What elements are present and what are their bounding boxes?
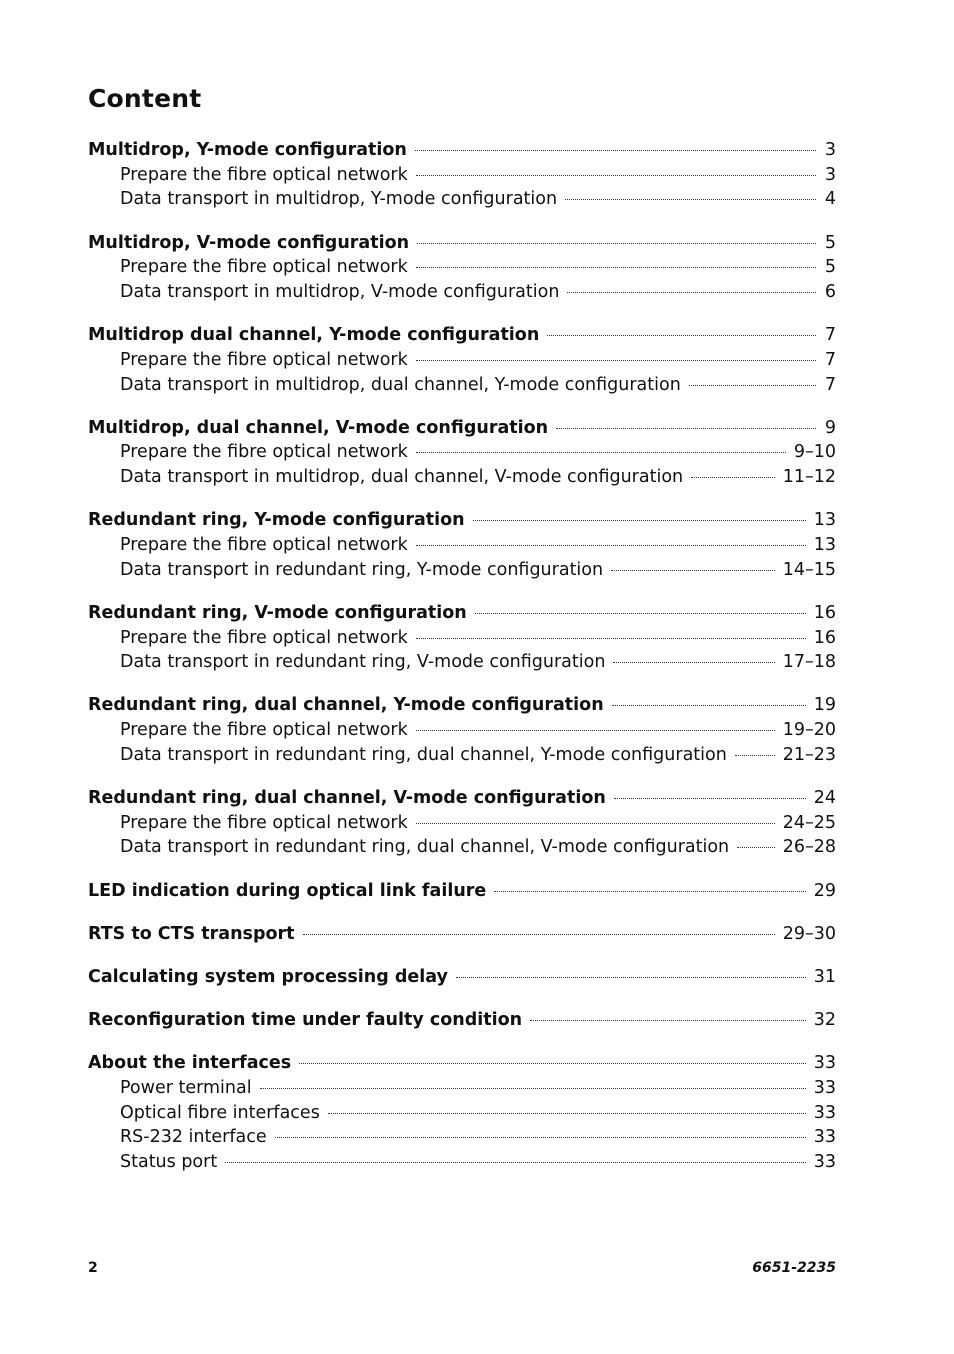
toc-section	[88, 1008, 836, 1033]
toc-section-heading-page-number: 7	[824, 325, 836, 346]
dot-leader	[547, 335, 816, 336]
toc-entry-label: Power terminal	[120, 1077, 252, 1098]
dot-leader	[416, 730, 775, 731]
toc-section	[88, 786, 836, 860]
dot-leader	[416, 545, 806, 546]
toc-section-heading[interactable]	[88, 323, 836, 348]
toc-entry[interactable]	[88, 626, 836, 651]
toc-section-heading-page-number: 16	[813, 602, 836, 623]
toc-section-heading[interactable]	[88, 138, 836, 163]
toc-section	[88, 879, 836, 904]
toc-section-heading[interactable]	[88, 922, 836, 947]
toc-section-heading-page-number: 5	[824, 232, 836, 253]
toc-section	[88, 601, 836, 675]
dot-leader	[691, 477, 775, 478]
toc-entry-page-number: 19–20	[782, 720, 836, 741]
toc-section-heading-page-number: 13	[813, 510, 836, 531]
dot-leader	[416, 823, 775, 824]
toc-entry[interactable]	[88, 255, 836, 280]
toc-entry-label: RS-232 interface	[120, 1127, 267, 1148]
dot-leader	[556, 428, 816, 429]
dot-leader	[299, 1063, 806, 1064]
toc-entry-label: Data transport in multidrop, dual channel, Y-mode configuration	[120, 374, 681, 395]
dot-leader	[303, 934, 775, 935]
dot-leader	[473, 520, 806, 521]
toc-entry[interactable]	[88, 533, 836, 558]
toc-entry-label: Prepare the fibre optical network	[120, 349, 408, 370]
dot-leader	[611, 570, 775, 571]
toc-entry[interactable]	[88, 1076, 836, 1101]
toc-entry-label: Data transport in multidrop, V-mode configuration	[120, 281, 560, 302]
toc-entry-page-number: 5	[824, 257, 836, 278]
dot-leader	[328, 1113, 806, 1114]
toc-section	[88, 323, 836, 397]
toc-section-heading-page-number: 29	[813, 880, 836, 901]
toc-entry-page-number: 26–28	[782, 837, 836, 858]
toc-entry-page-number: 9–10	[793, 442, 836, 463]
dot-leader	[416, 360, 816, 361]
toc-section	[88, 922, 836, 947]
toc-entry-label: Prepare the fibre optical network	[120, 164, 408, 185]
toc-section-heading[interactable]	[88, 786, 836, 811]
dot-leader	[567, 292, 816, 293]
toc-section-heading-page-number: 33	[813, 1053, 836, 1074]
toc-entry[interactable]	[88, 348, 836, 373]
toc-entry[interactable]	[88, 187, 836, 212]
toc-entry[interactable]	[88, 743, 836, 768]
toc-section-heading-label: Multidrop, dual channel, V-mode configuration	[88, 417, 549, 438]
toc-entry-label: Data transport in redundant ring, Y-mode configuration	[120, 559, 604, 580]
toc-section-heading[interactable]	[88, 231, 836, 256]
footer-page-number: 2	[88, 1260, 98, 1276]
toc-entry-label: Prepare the fibre optical network	[120, 257, 408, 278]
dot-leader	[260, 1088, 806, 1089]
toc-entry-label: Prepare the fibre optical network	[120, 627, 408, 648]
toc-entry-label: Data transport in redundant ring, dual channel, V-mode configuration	[120, 837, 730, 858]
toc-section-heading[interactable]	[88, 601, 836, 626]
toc-entry-label: Data transport in redundant ring, dual channel, Y-mode configuration	[120, 744, 727, 765]
toc-entry-page-number: 6	[824, 281, 836, 302]
toc-section-heading[interactable]	[88, 416, 836, 441]
dot-leader	[456, 977, 806, 978]
dot-leader	[737, 847, 775, 848]
toc-entry-page-number: 13	[813, 534, 836, 555]
toc-section-heading-page-number: 31	[813, 966, 836, 987]
toc-entry-label: Optical fibre interfaces	[120, 1102, 320, 1123]
toc-entry[interactable]	[88, 718, 836, 743]
dot-leader	[612, 705, 806, 706]
toc-section-heading-label: Redundant ring, dual channel, V-mode configuration	[88, 787, 606, 808]
dot-leader	[614, 798, 806, 799]
toc-section-heading[interactable]	[88, 879, 836, 904]
dot-leader	[415, 150, 816, 151]
toc-section-heading[interactable]	[88, 965, 836, 990]
toc-entry[interactable]	[88, 280, 836, 305]
toc-section-heading[interactable]	[88, 693, 836, 718]
toc-entry[interactable]	[88, 1101, 836, 1126]
toc-section	[88, 693, 836, 767]
toc-entry-page-number: 16	[813, 627, 836, 648]
toc-section-heading-label: Multidrop, V-mode configuration	[88, 232, 410, 253]
toc-section-heading-label: LED indication during optical link failure	[88, 880, 487, 901]
dot-leader	[275, 1137, 806, 1138]
toc-entry-page-number: 33	[813, 1127, 836, 1148]
dot-leader	[689, 385, 816, 386]
toc-section-heading-label: Redundant ring, V-mode configuration	[88, 602, 467, 623]
toc-entry-page-number: 24–25	[782, 812, 836, 833]
toc-section-heading-page-number: 19	[813, 695, 836, 716]
toc-section-heading-page-number: 24	[813, 787, 836, 808]
toc-section-heading[interactable]	[88, 508, 836, 533]
dot-leader	[494, 891, 805, 892]
toc-section-heading-label: Calculating system processing delay	[88, 966, 448, 987]
toc-entry-label: Data transport in multidrop, Y-mode configuration	[120, 189, 558, 210]
toc-entry-page-number: 4	[824, 189, 836, 210]
toc-section-heading[interactable]	[88, 1051, 836, 1076]
toc-section-heading-page-number: 3	[824, 140, 836, 160]
toc-entry-page-number: 21–23	[782, 744, 836, 765]
toc-entry-page-number: 11–12	[782, 467, 836, 488]
dot-leader	[530, 1020, 806, 1021]
toc-entry-label: Prepare the fibre optical network	[120, 812, 408, 833]
toc-entry-page-number: 14–15	[782, 559, 836, 580]
toc-entry[interactable]	[88, 811, 836, 836]
dot-leader	[475, 613, 806, 614]
toc-section-heading-label: Redundant ring, Y-mode configuration	[88, 510, 465, 531]
toc-entry-page-number: 33	[813, 1077, 836, 1098]
toc-section	[88, 508, 836, 582]
dot-leader	[416, 452, 786, 453]
toc-entry-label: Prepare the fibre optical network	[120, 534, 408, 555]
toc-entry-label: Prepare the fibre optical network	[120, 720, 408, 741]
toc-entry-page-number: 7	[824, 349, 836, 370]
dot-leader	[416, 638, 806, 639]
toc-section	[88, 416, 836, 490]
toc-section	[88, 138, 836, 212]
dot-leader	[416, 267, 816, 268]
dot-leader	[225, 1162, 806, 1163]
toc-entry[interactable]	[88, 440, 836, 465]
page-title: Content	[88, 84, 202, 113]
toc-entry[interactable]	[88, 558, 836, 583]
toc-entry-page-number: 33	[813, 1152, 836, 1172]
toc-entry[interactable]	[88, 163, 836, 188]
dot-leader	[735, 755, 775, 756]
dot-leader	[417, 243, 816, 244]
toc-section	[88, 1051, 836, 1174]
toc-section-heading[interactable]	[88, 1008, 836, 1033]
toc-entry-label: Status port	[120, 1152, 218, 1172]
toc-section-heading-page-number: 9	[824, 417, 836, 438]
toc-entry-page-number: 17–18	[782, 652, 836, 673]
toc-entry-page-number: 3	[824, 164, 836, 185]
toc-entry-label: Data transport in redundant ring, V-mode configuration	[120, 652, 606, 673]
table-of-contents	[88, 138, 836, 1193]
toc-section-heading-label: Redundant ring, dual channel, Y-mode configuration	[88, 695, 604, 716]
toc-entry[interactable]	[88, 1150, 836, 1175]
toc-entry-label: Data transport in multidrop, dual channel, V-mode configuration	[120, 467, 684, 488]
toc-section	[88, 965, 836, 990]
toc-section-heading-page-number: 32	[813, 1010, 836, 1031]
toc-entry[interactable]	[88, 373, 836, 398]
toc-section-heading-page-number: 29–30	[782, 923, 836, 944]
toc-entry-label: Prepare the fibre optical network	[120, 442, 408, 463]
toc-section	[88, 231, 836, 305]
toc-entry[interactable]	[88, 835, 836, 860]
toc-entry-page-number: 7	[824, 374, 836, 395]
toc-section-heading-label: Multidrop dual channel, Y-mode configuration	[88, 325, 540, 346]
toc-entry-page-number: 33	[813, 1102, 836, 1123]
toc-entry[interactable]	[88, 650, 836, 675]
toc-section-heading-label: RTS to CTS transport	[88, 923, 295, 944]
toc-section-heading-label: Multidrop, Y-mode configuration	[88, 140, 407, 160]
dot-leader	[565, 199, 816, 200]
toc-section-heading-label: About the interfaces	[88, 1053, 292, 1074]
dot-leader	[416, 175, 816, 176]
toc-section-heading-label: Reconfiguration time under faulty condition	[88, 1010, 523, 1031]
footer-document-number: 6651-2235	[752, 1260, 836, 1276]
toc-entry[interactable]	[88, 465, 836, 490]
dot-leader	[613, 662, 774, 663]
toc-entry[interactable]	[88, 1125, 836, 1150]
